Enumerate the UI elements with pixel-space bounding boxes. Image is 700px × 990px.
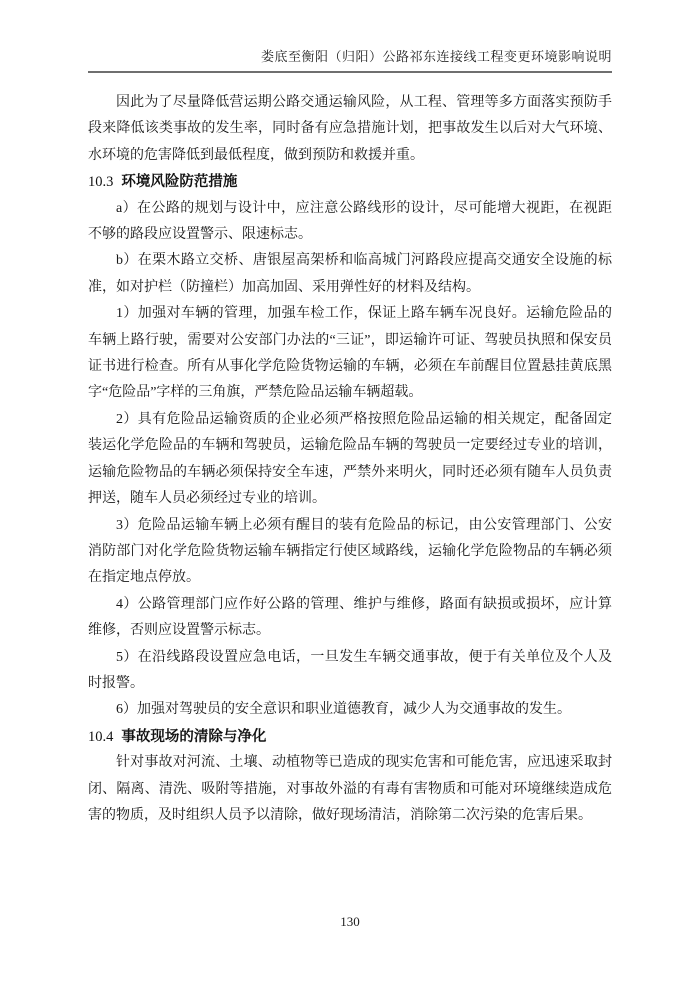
- running-header-title: 娄底至衡阳（归阳）公路祁东连接线工程变更环境影响说明: [260, 49, 612, 64]
- paragraph-item-5: 5）在沿线路段设置应急电话，一旦发生车辆交通事故，便于有关单位及个人及时报警。: [88, 649, 612, 691]
- section-heading-10-4: [88, 724, 612, 750]
- section-number-10-3: 10.3: [88, 174, 114, 191]
- paragraph-item-3: 3）危险品运输车辆上必须有醒目的装有危险品的标记，由公安管理部门、公安消防部门对化学危险货物运输车辆指定行使区域路线，运输化学危险物品的车辆必须在指定地点停放。: [88, 517, 612, 586]
- closing-paragraph: 针对事故对河流、土壤、动植物等已造成的现实危害和可能危害，应迅速采取封闭、隔离、清洗、吸附等措施，对事故外溢的有毒有害物质和可能对环境继续造成危害的物质，及时组织人员予以清除，做好现场清洁，消除第二次污染的危害后果。: [88, 755, 612, 823]
- document-body: [88, 90, 612, 829]
- section-title-10-4: 事故现场的清除与净化: [121, 728, 267, 745]
- paragraph-item-6: 6）加强对驾驶员的安全意识和职业道德教育，减少人为交通事故的发生。: [116, 702, 571, 718]
- page-number: 130: [340, 914, 360, 929]
- paragraph-item-a: a）在公路的规划与设计中，应注意公路线形的设计，尽可能增大视距，在视距不够的路段应设置警示、限速标志。: [88, 200, 612, 243]
- paragraph-item-1: 1）加强对车辆的管理，加强车检工作，保证上路车辆车况良好。运输危险品的车辆上路行驶，需要对公安部门办法的“三证”，即运输许可证、驾驶员执照和保安员证书进行检查。所有从事化学危险货物运输的车辆，必须在车前醒目位置悬挂黄底黑字“危险品”字样的三角旗，严禁危险品运输车辆超载。: [88, 306, 612, 401]
- paragraph-item-2: 2）具有危险品运输资质的企业必须严格按照危险品运输的相关规定，配备固定装运化学危险品的车辆和驾驶员，运输危险品车辆的驾驶员一定要经过专业的培训，运输危险物品的车辆必须保持安全车速，严禁外来明火，同时还必须有随车人员负责押送，随车人员必须经过专业的培训。: [88, 411, 612, 507]
- section-number-10-4: 10.4: [88, 728, 114, 745]
- paragraph-item-b: b）在栗木路立交桥、唐银屋高架桥和临高城门河路段应提高交通安全设施的标准，如对护栏（防撞栏）加高加固、采用弹性好的材料及结构。: [88, 253, 612, 295]
- intro-paragraph: 因此为了尽量降低营运期公路交通运输风险，从工程、管理等多方面落实预防手段来降低该类事故的发生率，同时备有应急措施计划，把事故发生以后对大气环境、水环境的危害降低到最低程度，做到预防和救援并重。: [88, 95, 612, 163]
- page-footer: [0, 914, 700, 930]
- section-title-10-3: 环境风险防范措施: [121, 174, 238, 191]
- section-heading-10-3: [88, 169, 612, 195]
- header-divider: [88, 71, 612, 73]
- paragraph-item-4: 4）公路管理部门应作好公路的管理、维护与维修，路面有缺损或损坏，应计算维修，否则应设置警示标志。: [88, 596, 612, 639]
